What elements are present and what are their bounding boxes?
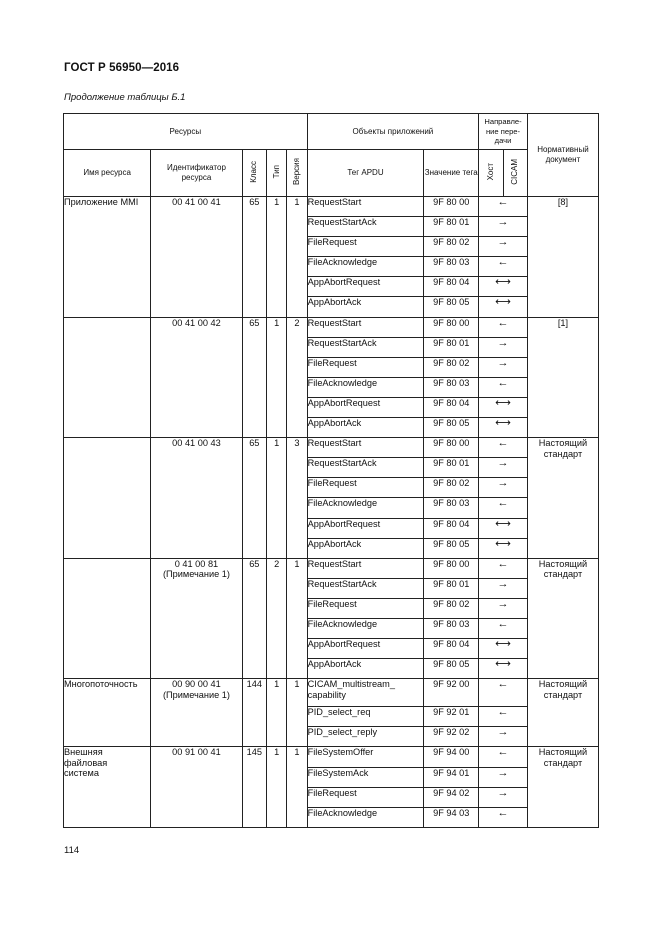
- header-direction: Направле-ние пере-дачи: [479, 114, 528, 150]
- tag-value-cell: 9F 94 01: [424, 767, 479, 787]
- tag-value-cell: 9F 80 05: [424, 418, 479, 438]
- type-cell: 1: [266, 438, 286, 559]
- tag-value-cell: 9F 80 05: [424, 538, 479, 558]
- tag-value-cell: 9F 80 00: [424, 317, 479, 337]
- apdu-tag-cell: RequestStart: [307, 317, 424, 337]
- resource-name-cell: [64, 438, 151, 559]
- tag-value-cell: 9F 80 01: [424, 578, 479, 598]
- direction-arrow-cell: ←: [479, 707, 528, 727]
- type-cell: 1: [266, 317, 286, 438]
- apdu-tag-cell: RequestStart: [307, 438, 424, 458]
- version-cell: 1: [287, 197, 307, 318]
- tag-value-cell: 9F 80 03: [424, 618, 479, 638]
- header-version-label: Версия: [291, 157, 301, 186]
- apdu-tag-cell: FileRequest: [307, 357, 424, 377]
- tag-value-cell: 9F 80 01: [424, 337, 479, 357]
- version-cell: 1: [287, 747, 307, 827]
- normative-doc-cell: Настоящий стандарт: [527, 438, 598, 559]
- header-type: [266, 150, 286, 197]
- resource-id-cell: 00 41 00 43: [151, 438, 242, 559]
- header-apdu-tag: Тег APDU: [307, 150, 424, 197]
- version-cell: 2: [287, 317, 307, 438]
- direction-arrow-cell: ←: [479, 377, 528, 397]
- header-tag-value: Значение тега: [424, 150, 479, 197]
- direction-arrow-cell: ←: [479, 807, 528, 827]
- tag-value-cell: 9F 80 02: [424, 598, 479, 618]
- normative-doc-cell: Настоящий стандарт: [527, 679, 598, 747]
- normative-doc-cell: [8]: [527, 197, 598, 318]
- apdu-tag-cell: FileSystemOffer: [307, 747, 424, 767]
- direction-arrow-cell: ⟷: [479, 518, 528, 538]
- direction-arrow-cell: ⟷: [479, 659, 528, 679]
- table-row: [64, 558, 599, 578]
- tag-value-cell: 9F 80 05: [424, 659, 479, 679]
- direction-arrow-cell: →: [479, 237, 528, 257]
- apdu-tag-cell: AppAbortAck: [307, 659, 424, 679]
- apdu-tag-cell: AppAbortRequest: [307, 277, 424, 297]
- document-code: ГОСТ Р 56950—2016: [64, 62, 180, 74]
- type-cell: 1: [266, 747, 286, 827]
- tag-value-cell: 9F 94 00: [424, 747, 479, 767]
- apdu-tag-cell: RequestStartAck: [307, 337, 424, 357]
- version-cell: 1: [287, 558, 307, 679]
- tag-value-cell: 9F 80 03: [424, 257, 479, 277]
- direction-arrow-cell: →: [479, 767, 528, 787]
- version-cell: 1: [287, 679, 307, 747]
- apdu-tag-cell: FileRequest: [307, 787, 424, 807]
- normative-doc-cell: [1]: [527, 317, 598, 438]
- apdu-tag-cell: AppAbortAck: [307, 418, 424, 438]
- direction-arrow-cell: →: [479, 578, 528, 598]
- tag-value-cell: 9F 80 03: [424, 498, 479, 518]
- table-row: [64, 438, 599, 458]
- type-cell: 1: [266, 197, 286, 318]
- apdu-tag-cell: AppAbortRequest: [307, 397, 424, 417]
- tag-value-cell: 9F 80 00: [424, 438, 479, 458]
- direction-arrow-cell: →: [479, 217, 528, 237]
- resource-id-cell: 0 41 00 81 (Примечание 1): [151, 558, 242, 679]
- apdu-tag-cell: FileRequest: [307, 478, 424, 498]
- direction-arrow-cell: →: [479, 727, 528, 747]
- direction-arrow-cell: ←: [479, 558, 528, 578]
- apdu-tag-cell: FileRequest: [307, 598, 424, 618]
- normative-doc-cell: Настоящий стандарт: [527, 558, 598, 679]
- apdu-tag-cell: FileRequest: [307, 237, 424, 257]
- header-class: [242, 150, 266, 197]
- resource-id-cell: 00 41 00 42: [151, 317, 242, 438]
- direction-arrow-cell: ←: [479, 679, 528, 707]
- tag-value-cell: 9F 80 02: [424, 357, 479, 377]
- resource-id-cell: 00 91 00 41: [151, 747, 242, 827]
- header-cicam: [503, 150, 527, 197]
- apdu-tag-cell: RequestStartAck: [307, 217, 424, 237]
- apdu-tag-cell: PID_select_reply: [307, 727, 424, 747]
- normative-doc-cell: Настоящий стандарт: [527, 747, 598, 827]
- direction-arrow-cell: ←: [479, 197, 528, 217]
- class-cell: 144: [242, 679, 266, 747]
- direction-arrow-cell: ←: [479, 317, 528, 337]
- direction-arrow-cell: ⟷: [479, 538, 528, 558]
- apdu-tag-cell: RequestStart: [307, 558, 424, 578]
- class-cell: 65: [242, 197, 266, 318]
- tag-value-cell: 9F 80 04: [424, 277, 479, 297]
- tag-value-cell: 9F 92 02: [424, 727, 479, 747]
- header-version: [287, 150, 307, 197]
- version-cell: 3: [287, 438, 307, 559]
- type-cell: 2: [266, 558, 286, 679]
- header-resources: Ресурсы: [64, 114, 308, 150]
- apdu-tag-cell: FileAcknowledge: [307, 257, 424, 277]
- direction-arrow-cell: ⟷: [479, 397, 528, 417]
- tag-value-cell: 9F 80 01: [424, 217, 479, 237]
- tag-value-cell: 9F 80 04: [424, 518, 479, 538]
- tag-value-cell: 9F 80 00: [424, 558, 479, 578]
- class-cell: 65: [242, 558, 266, 679]
- class-cell: 65: [242, 317, 266, 438]
- header-identifier: Идентификатор ресурса: [151, 150, 242, 197]
- class-cell: 145: [242, 747, 266, 827]
- direction-arrow-cell: ⟷: [479, 297, 528, 317]
- direction-arrow-cell: ⟷: [479, 277, 528, 297]
- direction-arrow-cell: ←: [479, 498, 528, 518]
- table-body: [64, 197, 599, 828]
- direction-arrow-cell: →: [479, 478, 528, 498]
- resource-name-cell: [64, 317, 151, 438]
- apdu-tag-cell: AppAbortRequest: [307, 518, 424, 538]
- direction-arrow-cell: →: [479, 337, 528, 357]
- header-app-objects: Объекты приложений: [307, 114, 479, 150]
- resource-id-cell: 00 41 00 41: [151, 197, 242, 318]
- tag-value-cell: 9F 80 02: [424, 237, 479, 257]
- direction-arrow-cell: →: [479, 458, 528, 478]
- table-row: [64, 317, 599, 337]
- header-resource-name: Имя ресурса: [64, 150, 151, 197]
- tag-value-cell: 9F 92 01: [424, 707, 479, 727]
- tag-value-cell: 9F 80 04: [424, 397, 479, 417]
- direction-arrow-cell: ⟷: [479, 418, 528, 438]
- direction-arrow-cell: ⟷: [479, 639, 528, 659]
- type-cell: 1: [266, 679, 286, 747]
- apdu-tag-cell: AppAbortAck: [307, 297, 424, 317]
- apdu-tag-cell: AppAbortRequest: [307, 639, 424, 659]
- apdu-tag-cell: FileAcknowledge: [307, 377, 424, 397]
- resource-name-cell: Приложение MMI: [64, 197, 151, 318]
- direction-arrow-cell: ←: [479, 257, 528, 277]
- direction-arrow-cell: ←: [479, 618, 528, 638]
- direction-arrow-cell: →: [479, 357, 528, 377]
- apdu-tag-cell: PID_select_req: [307, 707, 424, 727]
- tag-value-cell: 9F 80 02: [424, 478, 479, 498]
- tag-value-cell: 9F 80 05: [424, 297, 479, 317]
- header-host-label: Хост: [485, 162, 495, 181]
- header-normative: Нормативный документ: [527, 114, 598, 197]
- direction-arrow-cell: →: [479, 787, 528, 807]
- tag-value-cell: 9F 80 01: [424, 458, 479, 478]
- tag-value-cell: 9F 92 00: [424, 679, 479, 707]
- tag-value-cell: 9F 80 00: [424, 197, 479, 217]
- apdu-tag-cell: RequestStartAck: [307, 578, 424, 598]
- tag-value-cell: 9F 94 03: [424, 807, 479, 827]
- apdu-tag-cell: RequestStartAck: [307, 458, 424, 478]
- resource-id-cell: 00 90 00 41 (Примечание 1): [151, 679, 242, 747]
- header-cicam-label: CICAM: [510, 158, 520, 185]
- direction-arrow-cell: ←: [479, 438, 528, 458]
- class-cell: 65: [242, 438, 266, 559]
- resource-name-cell: Многопоточность: [64, 679, 151, 747]
- apdu-tag-cell: FileAcknowledge: [307, 498, 424, 518]
- header-class-label: Класс: [249, 160, 259, 183]
- resource-name-cell: Внешняя файловая система: [64, 747, 151, 827]
- apdu-tag-cell: CICAM_multistream_ capability: [307, 679, 424, 707]
- table-row: [64, 747, 599, 767]
- header-host: [479, 150, 503, 197]
- apdu-tag-cell: AppAbortAck: [307, 538, 424, 558]
- apdu-tag-cell: FileSystemAck: [307, 767, 424, 787]
- tag-value-cell: 9F 80 03: [424, 377, 479, 397]
- tag-value-cell: 9F 80 04: [424, 639, 479, 659]
- tag-value-cell: 9F 94 02: [424, 787, 479, 807]
- direction-arrow-cell: →: [479, 598, 528, 618]
- resource-name-cell: [64, 558, 151, 679]
- header-type-label: Тип: [271, 164, 281, 179]
- resources-table: [63, 113, 599, 828]
- apdu-tag-cell: RequestStart: [307, 197, 424, 217]
- table-row: [64, 679, 599, 707]
- page-number: 114: [64, 845, 80, 856]
- table-caption: Продолжение таблицы Б.1: [64, 92, 186, 103]
- table-row: [64, 197, 599, 217]
- direction-arrow-cell: ←: [479, 747, 528, 767]
- apdu-tag-cell: FileAcknowledge: [307, 807, 424, 827]
- apdu-tag-cell: FileAcknowledge: [307, 618, 424, 638]
